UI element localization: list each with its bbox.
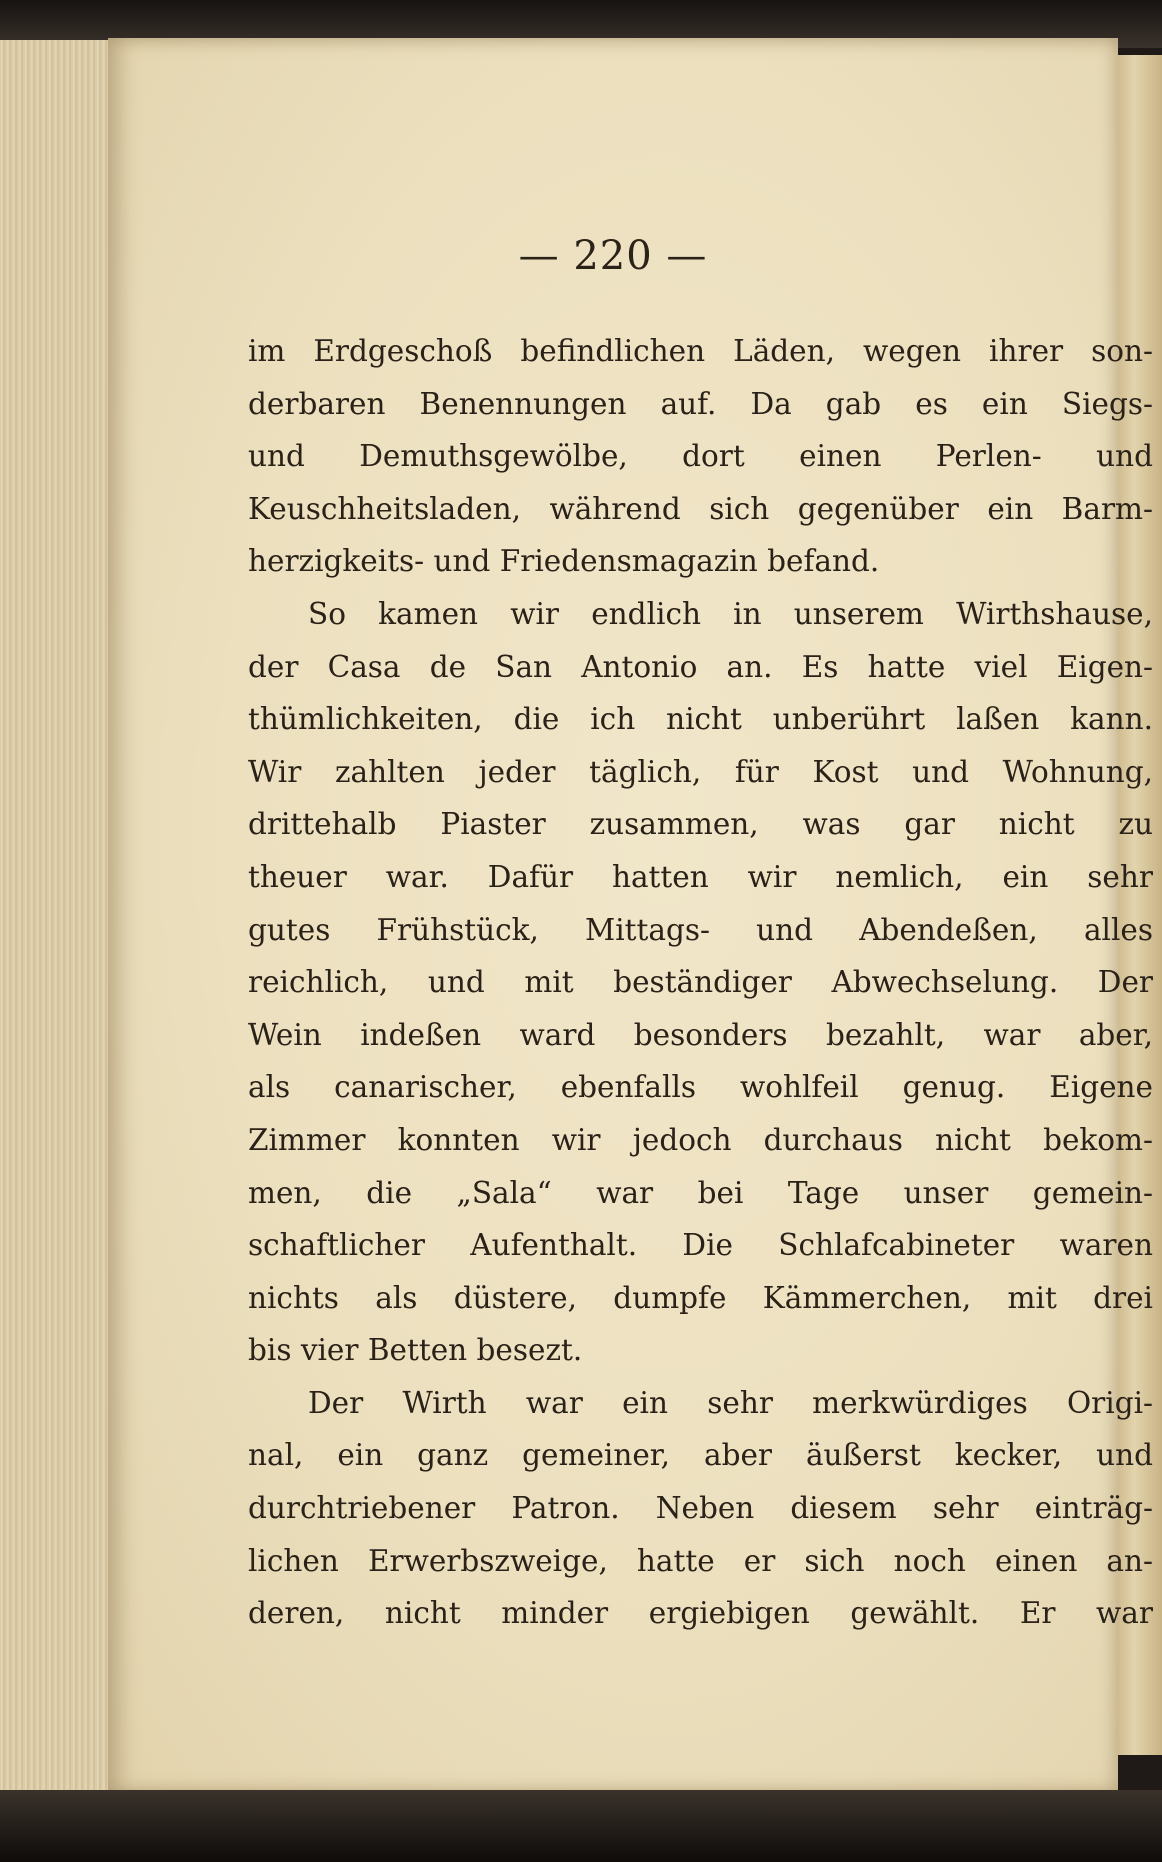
text-line: Wir zahlten jeder täglich, für Kost und Wohnung, [248, 754, 1153, 789]
text-line: nal, ein ganz gemeiner, aber äußerst kecker, und [248, 1438, 1153, 1473]
text-line: deren, nicht minder ergiebigen gewählt. Er war [248, 1596, 1153, 1631]
text-line: drittehalb Piaster zusammen, was gar nicht zu [248, 807, 1153, 842]
text-line: durchtriebener Patron. Neben diesem sehr einträg- [248, 1491, 1153, 1526]
page-stack-edge [0, 40, 114, 1790]
page-number: — 220 — [518, 233, 708, 279]
text-line: reichlich, und mit beständiger Abwechselung. Der [248, 965, 1153, 1000]
text-line: gutes Frühstück, Mittags- und Abendeßen, alles [248, 912, 1153, 947]
text-line: derbaren Benennungen auf. Da gab es ein Siegs- [248, 386, 1153, 421]
text-line: als canarischer, ebenfalls wohlfeil genug. Eigene [248, 1070, 1153, 1105]
book-page [108, 38, 1153, 1793]
text-line: im Erdgeschoß befindlichen Läden, wegen ihrer son- [248, 334, 1153, 368]
text-line: bis vier Betten besezt. [248, 1333, 583, 1368]
text-line: und Demuthsgewölbe, dort einen Perlen- und [248, 439, 1153, 474]
text-line: theuer war. Dafür hatten wir nemlich, ein sehr [248, 859, 1153, 894]
text-line: Keuschheitsladen, während sich gegenüber ein Barm- [248, 491, 1153, 526]
text-line: Zimmer konnten wir jedoch durchaus nicht bekom- [248, 1122, 1153, 1157]
text-line: thümlichkeiten, die ich nicht unberührt laßen kann. [248, 702, 1153, 737]
scan-background-bottom [0, 1790, 1162, 1862]
text-line: Wein indeßen ward besonders bezahlt, war aber, [248, 1017, 1153, 1052]
text-line: nichts als düstere, dumpfe Kämmerchen, mit drei [248, 1280, 1153, 1315]
text-line: herzigkeits- und Friedensmagazin befand. [248, 544, 880, 579]
text-line: So kamen wir endlich in unserem Wirthshause, [308, 596, 1153, 631]
text-line: men, die „Sala“ war bei Tage unser gemein- [248, 1175, 1153, 1210]
text-line: Der Wirth war ein sehr merkwürdiges Origi- [308, 1385, 1153, 1420]
text-line: lichen Erwerbszweige, hatte er sich noch einen an- [248, 1543, 1153, 1578]
text-line: der Casa de San Antonio an. Es hatte viel Eigen- [248, 649, 1153, 684]
text-line: schaftlicher Aufenthalt. Die Schlafcabineter waren [248, 1228, 1153, 1263]
page-body-text [248, 325, 1153, 1640]
